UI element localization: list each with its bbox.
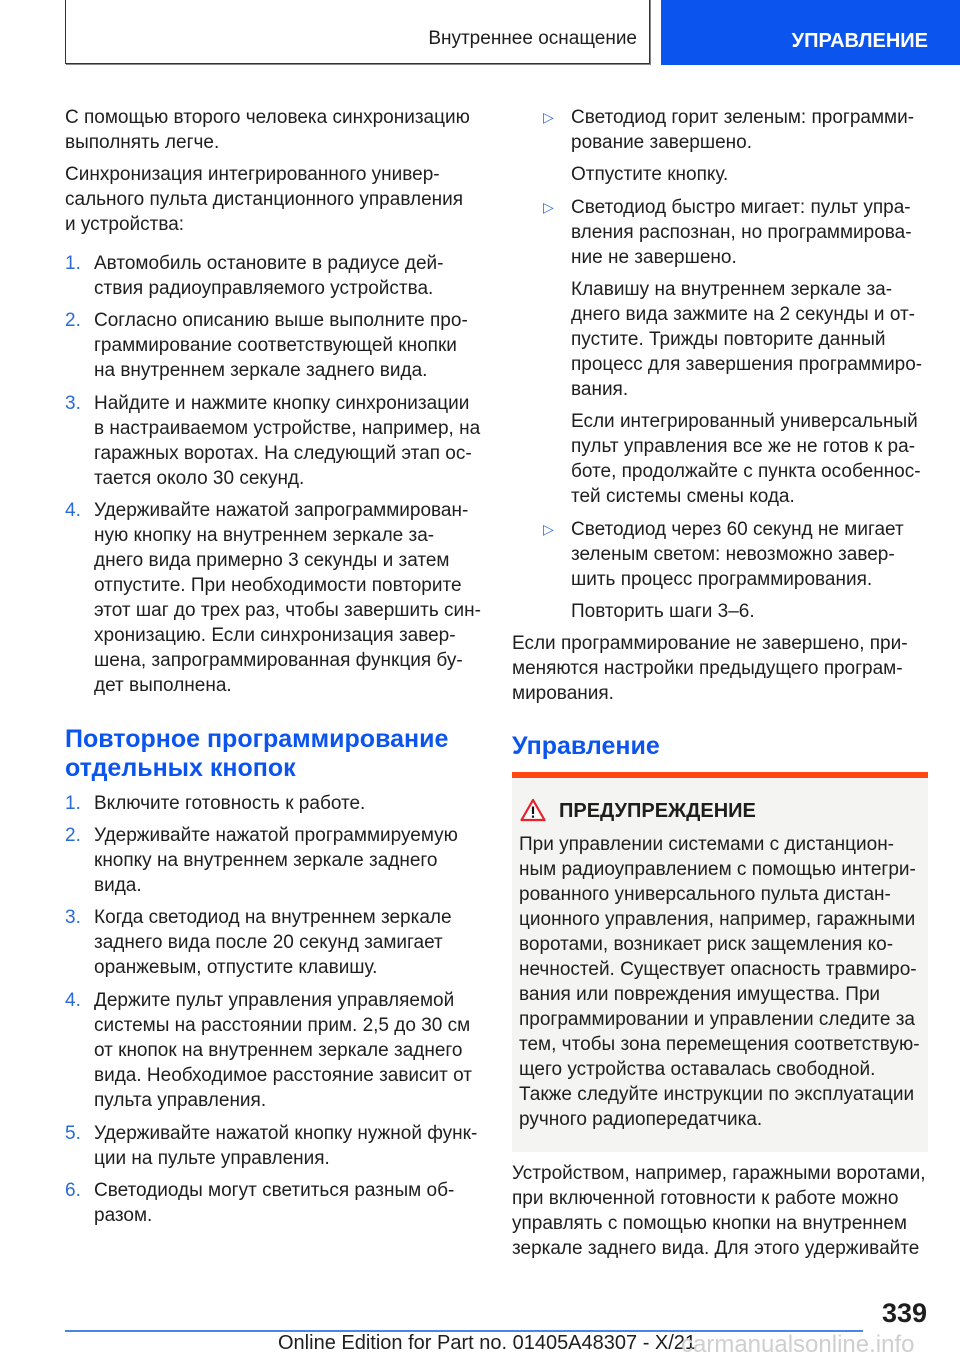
warning-box: [512, 778, 928, 1152]
list-number: 5.: [65, 1123, 81, 1144]
list-number: 4.: [65, 990, 81, 1011]
footer-edition: Online Edition for Part no. 01405A48307 - X/21: [278, 1332, 697, 1354]
bullet-subtext: Если интегрированный универсальный пульт управления все же не готов к ра- боте, продолжайте с пункта особеннос- тей системы смены кода.: [571, 411, 921, 507]
warning-title: ПРЕДУПРЕЖДЕНИЕ: [559, 800, 756, 822]
paragraph: Синхронизация интегрированного универ- сального пульта дистанционного управления и устройства:: [65, 164, 464, 235]
bullet-subtext: Клавишу на внутреннем зеркале за- днего вида зажмите на 2 секунды и от- пустите. Трижды повторите данный процесс для завершения программиро- вания.: [571, 279, 923, 400]
warning-triangle-icon: [520, 798, 546, 822]
section-heading-reprogramming: Повторное программирование отдельных кнопок: [65, 725, 449, 782]
bullet-item: Светодиод через 60 секунд не мигает зеленым светом: невозможно завер- шить процесс программирования.: [571, 519, 904, 590]
bullet-subtext: Отпустите кнопку.: [571, 164, 729, 185]
header-section-title: Внутреннее оснащение: [428, 28, 637, 49]
warning-text: При управлении системами с дистанцион- ным радиоуправлением с помощью интегри- рованного универсального пульта дистан- ционного управления, например, гаражными воротами, возникает риск защемления ко- нечностей. Существует опасность травмиро- вания или повреждения имущества. При программировании и управлении следите за тем, чтобы зона перемещения соответствую- щего устройства оставалась свободной. Также следуйте инструкции по эксплуатации ручного радиопередатчика.: [519, 834, 920, 1130]
paragraph: Если программирование не завершено, при- меняются настройки предыдущего програм- мирования.: [512, 633, 908, 704]
paragraph: С помощью второго человека синхронизацию выполнять легче.: [65, 107, 470, 153]
list-item: Держите пульт управления управляемой системы на расстоянии прим. 2,5 до 30 см от кнопок на внутреннем зеркале заднего вида. Необходимое расстояние зависит от пульта управления.: [94, 990, 472, 1111]
list-item: Когда светодиод на внутреннем зеркале заднего вида после 20 секунд замигает оранжевым, отпустите клавишу.: [94, 907, 452, 978]
list-item: Автомобиль остановите в радиусе дей- ствия радиоуправляемого устройства.: [94, 253, 444, 299]
list-number: 1.: [65, 793, 81, 814]
list-item: Светодиоды могут светиться разным об- разом.: [94, 1180, 455, 1226]
list-number: 2.: [65, 310, 81, 331]
list-item: Удерживайте нажатой запрограммирован- ную кнопку на внутреннем зеркале за- днего вида примерно 3 секунды и затем отпустите. При необходимости повторите этот шаг до трех раз, чтобы завершить син- хронизацию. Если синхронизация завер- шена, запрограммированная функция бу- дет выполнена.: [94, 500, 481, 696]
bullet-triangle-icon: ▷: [543, 109, 554, 125]
page-number: 339: [881, 1298, 927, 1328]
list-number: 1.: [65, 253, 81, 274]
header-chapter-tab: [661, 0, 960, 65]
list-number: 3.: [65, 907, 81, 928]
list-item: Удерживайте нажатой кнопку нужной функ- ции на пульте управления.: [94, 1123, 478, 1169]
section-heading-operation: Управление: [512, 732, 660, 760]
list-number: 6.: [65, 1180, 81, 1201]
header-chapter-label: УПРАВЛЕНИЕ: [791, 30, 928, 52]
header-section-box: [65, 0, 650, 64]
bullet-triangle-icon: ▷: [543, 199, 554, 215]
paragraph: Устройством, например, гаражными воротами, при включенной готовности к работе можно управлять с помощью кнопки на внутреннем зеркале заднего вида. Для этого удерживайте: [512, 1163, 926, 1259]
watermark: carmanualsonline.info: [681, 1331, 915, 1358]
list-number: 3.: [65, 393, 81, 414]
list-item: Удерживайте нажатой программируемую кнопку на внутреннем зеркале заднего вида.: [94, 825, 458, 896]
bullet-item: Светодиод быстро мигает: пульт упра- вления распознан, но программирова- ние не завершено.: [571, 197, 912, 268]
list-number: 2.: [65, 825, 81, 846]
list-number: 4.: [65, 500, 81, 521]
list-item: Включите готовность к работе.: [94, 793, 366, 814]
list-item: Найдите и нажмите кнопку синхронизации в настраиваемом устройстве, например, на гаражных воротах. На следующий этап ос- тается около 30 секунд.: [94, 393, 481, 489]
bullet-item: Светодиод горит зеленым: программи- рование завершено.: [571, 107, 915, 153]
list-item: Согласно описанию выше выполните про- граммирование соответствующей кнопки на внутреннем зеркале заднего вида.: [94, 310, 468, 381]
bullet-subtext: Повторить шаги 3–6.: [571, 601, 755, 622]
bullet-triangle-icon: ▷: [543, 521, 554, 537]
